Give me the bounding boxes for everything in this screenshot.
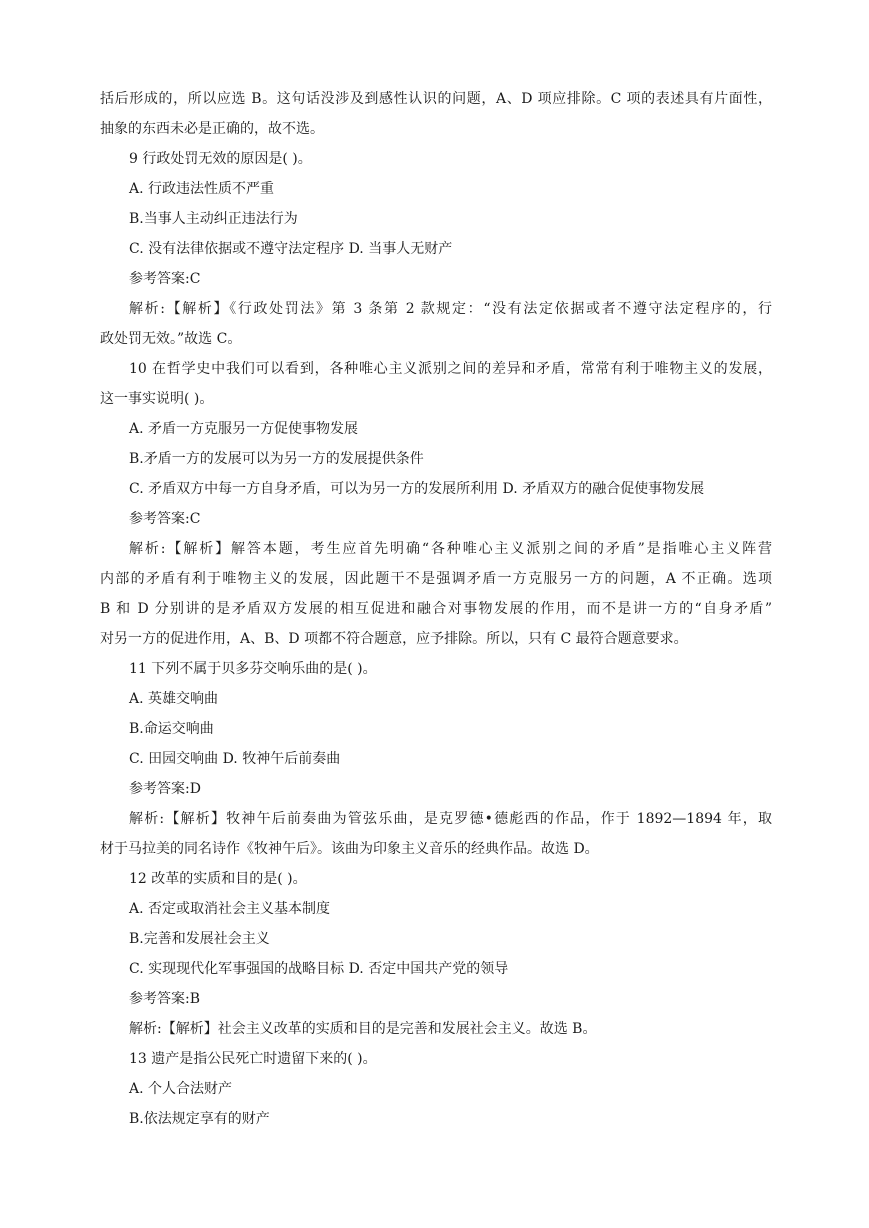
question-12: 12 改革的实质和目的是( )。 <box>129 871 307 887</box>
document-body <box>100 84 772 1134</box>
option-line: A. 个人合法财产 <box>129 1081 233 1097</box>
answer-line: 参考答案:D <box>129 781 201 797</box>
question-11: 11 下列不属于贝多芬交响乐曲的是( )。 <box>129 661 377 677</box>
question-9: 9 行政处罚无效的原因是( )。 <box>129 151 312 167</box>
question-10: 10 在哲学史中我们可以看到，各种唯心主义派别之间的差异和矛盾，常常有利于唯物主义的发展， <box>129 361 772 377</box>
text-line: 括后形成的，所以应选 B。这句话没涉及到感性认识的问题，A、D 项应排除。C 项的表述具有片面性， <box>100 91 772 107</box>
analysis-line: 对另一方的促进作用，A、B、D 项都不符合题意，应予排除。所以，只有 C 最符合题意要求。 <box>100 631 688 647</box>
option-line: C. 没有法律依据或不遵守法定程序 D. 当事人无财产 <box>129 241 453 257</box>
text-line: 这一事实说明( )。 <box>100 391 214 407</box>
option-line: A. 矛盾一方克服另一方促使事物发展 <box>129 421 359 437</box>
analysis-line: 解析:【解析】社会主义改革的实质和目的是完善和发展社会主义。故选 B。 <box>129 1021 597 1037</box>
analysis-line: 材于马拉美的同名诗作《牧神午后》。该曲为印象主义音乐的经典作品。故选 D。 <box>100 841 599 857</box>
analysis-line: 解析:【解析】解答本题，考生应首先明确“各种唯心主义派别之间的矛盾”是指唯心主义阵营 <box>129 541 772 557</box>
answer-line: 参考答案:B <box>129 991 201 1007</box>
option-line: B.完善和发展社会主义 <box>129 931 270 947</box>
option-line: A. 英雄交响曲 <box>129 691 219 707</box>
analysis-line: 解析:【解析】牧神午后前奏曲为管弦乐曲，是克罗德•德彪西的作品，作于 1892—1894 年，取 <box>129 811 772 827</box>
analysis-line: 解析:【解析】《行政处罚法》第 3 条第 2 款规定：“没有法定依据或者不遵守法定程序的，行 <box>129 301 772 317</box>
option-line: C. 矛盾双方中每一方自身矛盾，可以为另一方的发展所利用 D. 矛盾双方的融合促使事物发展 <box>129 481 705 497</box>
analysis-line: 政处罚无效。”故选 C。 <box>100 331 242 347</box>
option-line: A. 行政违法性质不严重 <box>129 181 275 197</box>
option-line: B.当事人主动纠正违法行为 <box>129 211 298 227</box>
answer-line: 参考答案:C <box>129 271 201 287</box>
option-line: B.矛盾一方的发展可以为另一方的发展提供条件 <box>129 451 424 467</box>
option-line: B.依法规定享有的财产 <box>129 1111 270 1127</box>
analysis-line: B 和 D 分别讲的是矛盾双方发展的相互促进和融合对事物发展的作用，而不是讲一方的“自身矛盾” <box>100 601 772 617</box>
option-line: B.命运交响曲 <box>129 721 214 737</box>
answer-line: 参考答案:C <box>129 511 201 527</box>
option-line: C. 田园交响曲 D. 牧神午后前奏曲 <box>129 751 341 767</box>
option-line: C. 实现现代化军事强国的战略目标 D. 否定中国共产党的领导 <box>129 961 509 977</box>
text-line: 抽象的东西未必是正确的，故不选。 <box>100 121 324 137</box>
analysis-line: 内部的矛盾有利于唯物主义的发展，因此题干不是强调矛盾一方克服另一方的问题，A 不正确。选项 <box>100 571 772 587</box>
option-line: A. 否定或取消社会主义基本制度 <box>129 901 331 917</box>
question-13: 13 遗产是指公民死亡时遗留下来的( )。 <box>129 1051 377 1067</box>
